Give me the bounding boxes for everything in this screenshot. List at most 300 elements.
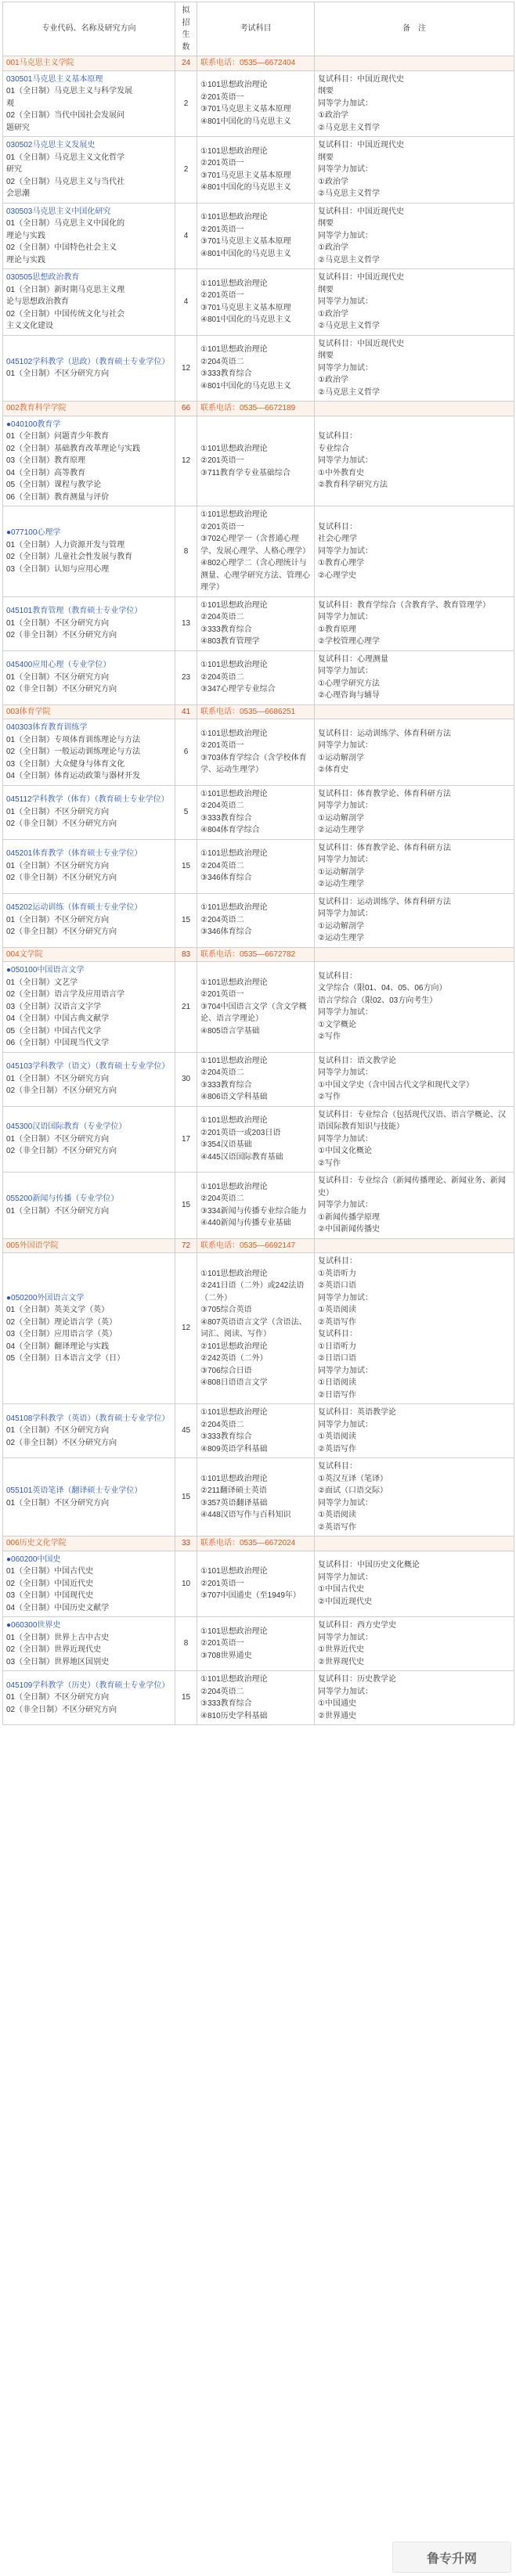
note-line: 复试科目：英语教学论 xyxy=(318,1408,396,1417)
major-cell xyxy=(3,1173,175,1239)
exam-subject: ③706综合日语 xyxy=(200,1366,252,1375)
research-direction: 01（全日制）文艺学 xyxy=(6,978,78,987)
college-name: 006历史文化学院 xyxy=(3,1537,175,1551)
exam-subject: ①101思想政治理论 xyxy=(200,903,268,913)
major-row xyxy=(3,1173,514,1239)
exam-subject: ①101思想政治理论 xyxy=(200,510,268,519)
exam-subject: ④801中国化的马克思主义 xyxy=(200,117,291,126)
exam-subject: ④807英语语言文学（含语法、词汇、阅读、写作） xyxy=(200,1317,307,1338)
research-direction: 02（全日制）当代中国社会发展问 xyxy=(6,111,125,120)
major-cell xyxy=(3,203,175,269)
college-name: 005外国语学院 xyxy=(3,1238,175,1253)
major-row xyxy=(3,269,514,336)
college-row xyxy=(3,947,514,962)
exam-subject: ③707中国通史（至1949年） xyxy=(200,1591,301,1600)
college-row xyxy=(3,402,514,416)
enrollment-count: 15 xyxy=(175,839,197,893)
research-direction: 02（非全日制）不区分研究方向 xyxy=(6,1705,117,1714)
note-line: ②心理咨询与辅导 xyxy=(318,691,380,700)
note-cell xyxy=(315,1052,514,1106)
note-line: 同等学力加试： xyxy=(318,802,373,810)
major-name: 045202运动训练（体育硕士专业学位） xyxy=(6,903,143,913)
exam-cell xyxy=(197,269,315,336)
major-cell xyxy=(3,416,175,506)
exam-subject: ③708世界通史 xyxy=(200,1651,252,1660)
major-name: 045102学科教学（思政）（教育硕士专业学位） xyxy=(6,357,170,366)
major-cell xyxy=(3,719,175,786)
exam-subject: ①101思想政治理论 xyxy=(200,345,268,355)
note-line: ②日语写作 xyxy=(318,1390,356,1400)
research-direction: 02（全日制）一般运动训练理论与方法 xyxy=(6,748,141,756)
note-line: 复试科目： xyxy=(318,1257,357,1266)
exam-subject: ②204英语二 xyxy=(200,1194,244,1204)
note-line: 复试科目： xyxy=(318,1330,357,1338)
watermark-logo xyxy=(392,2542,511,2573)
header-exam: 考试科目 xyxy=(197,2,315,56)
research-direction: 01（全日制）不区分研究方向 xyxy=(6,861,110,870)
note-line: 复试科目：运动训练学、体育科研方法 xyxy=(318,729,451,738)
note-line: 同等学力加试： xyxy=(318,1068,373,1077)
exam-subject: ②204英语二 xyxy=(200,802,244,810)
research-direction: 04（全日制）高等教育 xyxy=(6,468,86,477)
exam-cell xyxy=(197,719,315,786)
major-row xyxy=(3,1617,514,1671)
major-name: 045201体育教学（体育硕士专业学位） xyxy=(6,849,143,859)
research-direction: 02（非全日制）不区分研究方向 xyxy=(6,685,117,694)
note-cell xyxy=(315,1404,514,1458)
college-note-blank xyxy=(315,704,514,719)
exam-subject: ③704中国语言文学（含文学概论、语言学理论） xyxy=(200,1002,307,1023)
note-line: ①政治学 xyxy=(318,309,348,319)
note-line: ①政治学 xyxy=(318,177,348,186)
college-name: 002教育科学学院 xyxy=(3,402,175,416)
research-direction: 观 xyxy=(6,99,14,108)
major-row xyxy=(3,1458,514,1537)
note-line: ②世界现代史 xyxy=(318,1657,364,1666)
research-direction: 论与思想政治教育 xyxy=(6,297,69,306)
note-line: ②中国新闻传播史 xyxy=(318,1225,380,1234)
exam-subject: ③705综合英语 xyxy=(200,1306,252,1314)
research-direction: 01（全日制）英美文学（英） xyxy=(6,1306,110,1314)
exam-subject: ③711教育学专业基础综合 xyxy=(200,468,290,477)
exam-subject: ③333教育综合 xyxy=(200,1432,252,1441)
note-line: ②面试（口语交际） xyxy=(318,1486,388,1495)
exam-cell xyxy=(197,650,315,704)
note-line: ②马克思主义哲学 xyxy=(318,387,380,397)
exam-cell xyxy=(197,1173,315,1239)
note-line: 复试科目：历史教学论 xyxy=(318,1675,396,1684)
exam-cell xyxy=(197,1253,315,1404)
note-line: 同等学力加试： xyxy=(318,231,373,240)
note-line: 复试科目：语文教学论 xyxy=(318,1056,396,1065)
note-line: ①英语听力 xyxy=(318,1269,356,1278)
major-cell xyxy=(3,269,175,336)
major-name: ●077100心理学 xyxy=(6,528,61,538)
exam-subject: ②241日语（二外）或242法语（二外） xyxy=(200,1281,305,1302)
research-direction: 理论与实践 xyxy=(6,231,45,240)
note-line: 同等学力加试： xyxy=(318,1134,373,1144)
note-line: 同等学力加试： xyxy=(318,1420,373,1429)
enrollment-count: 10 xyxy=(175,1551,197,1617)
major-row xyxy=(3,506,514,597)
major-name: 045108学科教学（英语）（教育硕士专业学位） xyxy=(6,1414,170,1423)
exam-cell xyxy=(197,506,315,597)
major-cell xyxy=(3,1052,175,1106)
major-cell xyxy=(3,1671,175,1725)
note-line: ②英语写作 xyxy=(318,1317,356,1327)
note-line: 复试科目：体育教学论、体育科研方法 xyxy=(318,843,451,852)
note-line: 复试科目：中国近现代史 xyxy=(318,74,404,84)
note-line: ②写作 xyxy=(318,1158,341,1168)
note-line: 文学综合（限01、04、05、06方向） xyxy=(318,984,447,993)
research-direction: 02（全日制）中国特色社会主义 xyxy=(6,243,117,252)
research-direction: 01（全日制）中国古代史 xyxy=(6,1567,94,1576)
exam-subject: ①101思想政治理论 xyxy=(200,1567,268,1576)
major-row xyxy=(3,1404,514,1458)
research-direction: 01（全日制）不区分研究方向 xyxy=(6,618,110,628)
note-line: ①中国古代史 xyxy=(318,1585,364,1594)
major-cell xyxy=(3,1458,175,1537)
exam-cell xyxy=(197,1617,315,1671)
exam-subject: ③346体育综合 xyxy=(200,928,252,937)
exam-subject: ②201英语一 xyxy=(200,291,244,301)
research-direction: 02（非全日制）不区分研究方向 xyxy=(6,1147,117,1155)
research-direction: 01（全日制）世界上古中古史 xyxy=(6,1633,110,1642)
note-line: ②心理学史 xyxy=(318,571,356,580)
exam-subject: ②201英语一 xyxy=(200,522,244,531)
major-row xyxy=(3,416,514,506)
note-line: ①英汉互译（笔译） xyxy=(318,1474,388,1483)
research-direction: 02（全日制）世界近现代史 xyxy=(6,1645,102,1654)
exam-subject: ③701马克思主义基本原理 xyxy=(200,303,291,312)
research-direction: 题研究 xyxy=(6,123,30,132)
exam-subject: ④806语文学科基础 xyxy=(200,1093,268,1101)
major-name: ●040100教育学 xyxy=(6,420,61,429)
research-direction: 02（非全日制）不区分研究方向 xyxy=(6,820,117,829)
major-name: 030505思想政治教育 xyxy=(6,273,80,282)
enrollment-count: 45 xyxy=(175,1404,197,1458)
college-note-blank xyxy=(315,402,514,416)
research-direction: 02（非全日制）不区分研究方向 xyxy=(6,631,117,640)
note-line: ①中外教育史 xyxy=(318,468,364,477)
exam-subject: ①101思想政治理论 xyxy=(200,729,268,738)
major-row xyxy=(3,1106,514,1173)
note-line: ①英语阅读 xyxy=(318,1306,356,1314)
major-row xyxy=(3,137,514,204)
note-line: 语言学综合（限02、03方向考生） xyxy=(318,996,438,1005)
research-direction: 01（全日制）不区分研究方向 xyxy=(6,1206,110,1216)
college-count: 66 xyxy=(175,402,197,416)
major-row xyxy=(3,1052,514,1106)
note-cell xyxy=(315,506,514,597)
enrollment-count: 15 xyxy=(175,893,197,947)
college-count: 83 xyxy=(175,947,197,962)
note-cell xyxy=(315,650,514,704)
enrollment-count: 8 xyxy=(175,1617,197,1671)
research-direction: 03（全日制）教育原理 xyxy=(6,456,86,465)
note-line: ①中国文化概论 xyxy=(318,1147,372,1155)
exam-cell xyxy=(197,962,315,1053)
exam-subject: ③333教育综合 xyxy=(200,1699,252,1708)
note-line: ①心理学研究方法 xyxy=(318,679,380,688)
major-row xyxy=(3,1253,514,1404)
exam-subject: ②201英语一 xyxy=(200,1579,244,1588)
research-direction: 01（全日制）马克思主义文化哲学 xyxy=(6,153,125,162)
note-cell xyxy=(315,719,514,786)
note-cell xyxy=(315,1671,514,1725)
college-name: 003体育学院 xyxy=(3,704,175,719)
research-direction: 02（非全日制）不区分研究方向 xyxy=(6,928,117,937)
exam-subject: ②204英语二 xyxy=(200,861,244,870)
note-line: ②中国近现代史 xyxy=(318,1597,372,1606)
note-line: ①政治学 xyxy=(318,243,348,252)
college-phone: 联系电话：0535—6672024 xyxy=(197,1537,315,1551)
research-direction: 06（全日制）中国现当代文学 xyxy=(6,1039,110,1047)
note-line: 同等学力加试： xyxy=(318,456,373,465)
note-line: 同等学力加试： xyxy=(318,363,373,373)
research-direction: 01（全日制）问题青少年教育 xyxy=(6,432,110,441)
note-line: 同等学力加试： xyxy=(318,1201,373,1209)
research-direction: 01（全日制）不区分研究方向 xyxy=(6,1074,110,1083)
header-major: 专业代码、名称及研究方向 xyxy=(3,2,175,56)
major-name: 045112学科教学（体育）（教育硕士专业学位） xyxy=(6,795,169,805)
research-direction: 02（非全日制）不区分研究方向 xyxy=(6,1086,117,1096)
major-name: 045300汉语国际教育（专业学位） xyxy=(6,1122,127,1131)
exam-cell xyxy=(197,1458,315,1537)
note-line: ①英语阅读 xyxy=(318,1432,356,1441)
note-line: 复试科目： xyxy=(318,522,357,531)
research-direction: 04（全日制）体育运动政策与器材开发 xyxy=(6,772,141,780)
research-direction: 04（全日制）中国历史文献学 xyxy=(6,1603,110,1612)
major-cell xyxy=(3,1617,175,1671)
college-note-blank xyxy=(315,947,514,962)
research-direction: 06（全日制）教育测量与评价 xyxy=(6,492,110,502)
research-direction: 02（全日制）理论语言学（英） xyxy=(6,1317,117,1327)
college-note-blank xyxy=(315,56,514,71)
exam-cell xyxy=(197,893,315,947)
enrollment-count: 5 xyxy=(175,785,197,839)
note-line: ②日语口语 xyxy=(318,1354,356,1363)
exam-subject: ④801中国化的马克思主义 xyxy=(200,381,291,391)
exam-subject: ②101思想政治理论 xyxy=(200,1342,268,1351)
enrollment-count: 2 xyxy=(175,137,197,204)
exam-subject: ③347心理学专业综合 xyxy=(200,685,276,694)
note-line: ②运动生理学 xyxy=(318,880,364,888)
major-name: 055200新闻与传播（专业学位） xyxy=(6,1194,119,1204)
enrollment-count: 15 xyxy=(175,1173,197,1239)
major-row xyxy=(3,70,514,137)
exam-subject: ②201英语一 xyxy=(200,456,244,465)
college-note-blank xyxy=(315,1238,514,1253)
note-cell xyxy=(315,1106,514,1173)
exam-subject: ④805语言学基础 xyxy=(200,1026,260,1036)
major-name: 030501马克思主义基本原理 xyxy=(6,74,103,84)
enrollment-count: 23 xyxy=(175,650,197,704)
note-line: 同等学力加试： xyxy=(318,741,373,751)
note-cell xyxy=(315,269,514,336)
research-direction: 03（全日制）中国现代史 xyxy=(6,1591,94,1600)
enrollment-count: 30 xyxy=(175,1052,197,1106)
exam-subject: ①101思想政治理论 xyxy=(200,1675,268,1684)
exam-subject: ②201英语一或203日语 xyxy=(200,1128,281,1137)
research-direction: 01（全日制）马克思主义与科学发展 xyxy=(6,87,133,95)
note-line: ①政治学 xyxy=(318,376,348,384)
exam-cell xyxy=(197,137,315,204)
note-line: ①中国文学史（含中国古代文学和现代文学） xyxy=(318,1080,474,1090)
enrollment-count: 4 xyxy=(175,203,197,269)
note-line: 同等学力加试： xyxy=(318,1687,373,1696)
exam-subject: ②204英语二 xyxy=(200,1068,244,1077)
major-name: 045103学科教学（语文）（教育硕士专业学位） xyxy=(6,1062,170,1072)
note-cell xyxy=(315,335,514,402)
college-row xyxy=(3,56,514,71)
major-row xyxy=(3,335,514,402)
exam-subject: ①101思想政治理论 xyxy=(200,1474,268,1483)
research-direction: 01（全日制）不区分研究方向 xyxy=(6,915,110,924)
note-line: 同等学力加试： xyxy=(318,910,373,918)
exam-subject: ②201英语一 xyxy=(200,741,244,751)
exam-subject: ④809英语学科基础 xyxy=(200,1444,268,1454)
exam-subject: ④810历史学科基础 xyxy=(200,1711,268,1720)
enrollment-count: 2 xyxy=(175,70,197,137)
note-line: ①中国通史 xyxy=(318,1699,356,1708)
exam-subject: ③333教育综合 xyxy=(200,1080,252,1090)
note-line: 同等学力加试： xyxy=(318,297,373,306)
exam-subject: ④803教育管理学 xyxy=(200,637,260,646)
note-cell xyxy=(315,137,514,204)
research-direction: 02（全日制）中国传统文化与社会 xyxy=(6,309,125,319)
exam-subject: ④808日语语言文学 xyxy=(200,1378,268,1387)
note-line: 复试科目：中国近现代史 xyxy=(318,141,404,150)
note-line: ①运动解剖学 xyxy=(318,921,364,931)
exam-cell xyxy=(197,1106,315,1173)
note-line: ②马克思主义哲学 xyxy=(318,255,380,265)
exam-subject: ①101思想政治理论 xyxy=(200,279,268,288)
exam-subject: ④448汉语写作与百科知识 xyxy=(200,1511,291,1519)
research-direction: 01（全日制）人力资源开发与管理 xyxy=(6,540,125,549)
research-direction: 02（全日制）儿童社会性发展与教育 xyxy=(6,553,133,562)
enrollment-count: 8 xyxy=(175,506,197,597)
college-row xyxy=(3,1537,514,1551)
major-row xyxy=(3,203,514,269)
major-row xyxy=(3,839,514,893)
college-row xyxy=(3,1238,514,1253)
college-phone: 联系电话：0535—6672404 xyxy=(197,56,315,71)
exam-subject: ③701马克思主义基本原理 xyxy=(200,105,291,114)
exam-subject: ①101思想政治理论 xyxy=(200,444,268,453)
major-row xyxy=(3,719,514,786)
research-direction: 04（全日制）翻译理论与实践 xyxy=(6,1342,110,1351)
note-line: ①运动解剖学 xyxy=(318,813,364,823)
major-cell xyxy=(3,785,175,839)
research-direction: 02（非全日制）不区分研究方向 xyxy=(6,1438,117,1447)
note-cell xyxy=(315,962,514,1053)
note-line: ①日语阅读 xyxy=(318,1378,356,1387)
exam-subject: ①101思想政治理论 xyxy=(200,789,268,798)
major-cell xyxy=(3,596,175,650)
major-row xyxy=(3,962,514,1053)
major-name: 030503马克思主义中国化研究 xyxy=(6,207,111,216)
note-line: 纲要 xyxy=(318,285,334,294)
exam-subject: ②242英语（二外） xyxy=(200,1354,268,1363)
enrollment-count: 13 xyxy=(175,596,197,650)
note-line: ①教育心理学 xyxy=(318,559,364,567)
research-direction: 05（全日制）中国古代文学 xyxy=(6,1026,102,1036)
major-cell xyxy=(3,1551,175,1617)
research-direction: 03（全日制）世界地区国别史 xyxy=(6,1657,110,1666)
exam-subject: ①101思想政治理论 xyxy=(200,661,268,670)
note-line: 复试科目：体育教学论、体育科研方法 xyxy=(318,789,451,798)
note-line: 复试科目：专业综合（新闻传播理论、新闻业务、新闻史） xyxy=(318,1176,506,1198)
note-line: ①运动解剖学 xyxy=(318,753,364,762)
note-line: 纲要 xyxy=(318,219,334,228)
note-line: 复试科目：中国历史文化概论 xyxy=(318,1561,420,1570)
major-name: 055101英语笔译（翻译硕士专业学位） xyxy=(6,1486,143,1495)
exam-cell xyxy=(197,1404,315,1458)
research-direction: 01（全日制）不区分研究方向 xyxy=(6,1693,110,1702)
note-line: 纲要 xyxy=(318,351,334,360)
note-line: 复试科目：教育学综合（含教育学、教育管理学） xyxy=(318,600,490,610)
research-direction: 会思潮 xyxy=(6,189,30,198)
note-line: 社会心理学 xyxy=(318,535,357,543)
note-line: ①运动解剖学 xyxy=(318,867,364,877)
exam-subject: ①101思想政治理论 xyxy=(200,600,268,610)
college-name: 004文学院 xyxy=(3,947,175,962)
major-row xyxy=(3,596,514,650)
exam-subject: ③357英语翻译基础 xyxy=(200,1498,268,1508)
research-direction: 01（全日制）不区分研究方向 xyxy=(6,807,110,816)
exam-subject: ③701马克思主义基本原理 xyxy=(200,237,291,247)
note-line: ②马克思主义哲学 xyxy=(318,322,380,330)
exam-subject: ③354汉语基础 xyxy=(200,1140,252,1150)
note-line: ②学校管理心理学 xyxy=(318,637,380,646)
exam-subject: ①101思想政治理论 xyxy=(200,1182,268,1191)
research-direction: 01（全日制）不区分研究方向 xyxy=(6,1426,110,1436)
exam-subject: ②204英语二 xyxy=(200,672,244,682)
enrollment-count: 15 xyxy=(175,1671,197,1725)
major-cell xyxy=(3,506,175,597)
research-direction: 02（全日制）基础教育改革理论与实践 xyxy=(6,444,141,453)
note-cell xyxy=(315,416,514,506)
major-row xyxy=(3,1551,514,1617)
note-line: 同等学力加试： xyxy=(318,99,373,108)
research-direction: 02（全日制）中国近代史 xyxy=(6,1579,94,1588)
college-name: 001马克思主义学院 xyxy=(3,56,175,71)
note-line: 复试科目：中国近现代史 xyxy=(318,273,404,282)
exam-subject: ①101思想政治理论 xyxy=(200,81,268,90)
major-name: ●050100中国语言文学 xyxy=(6,966,85,975)
college-count: 33 xyxy=(175,1537,197,1551)
college-phone: 联系电话：0535—6692147 xyxy=(197,1238,315,1253)
major-name: ●050200外国语言文学 xyxy=(6,1293,85,1302)
note-line: 同等学力加试： xyxy=(318,546,373,556)
note-line: ①日语听力 xyxy=(318,1342,356,1351)
research-direction: 01（全日制）不区分研究方向 xyxy=(6,1134,110,1144)
note-cell xyxy=(315,893,514,947)
note-line: 纲要 xyxy=(318,153,334,162)
exam-cell xyxy=(197,70,315,137)
major-row xyxy=(3,1671,514,1725)
research-direction: 03（全日制）汉语言文字学 xyxy=(6,1002,102,1011)
note-line: ①世界近代史 xyxy=(318,1645,364,1654)
note-line: ②马克思主义哲学 xyxy=(318,123,380,132)
exam-subject: ③333教育综合 xyxy=(200,625,252,634)
note-line: ②世界通史 xyxy=(318,1711,356,1720)
exam-subject: ②204英语二 xyxy=(200,915,244,924)
note-line: 复试科目：心理测量 xyxy=(318,654,388,664)
major-name: 045400应用心理（专业学位） xyxy=(6,661,111,670)
exam-subject: ④445汉语国际教育基础 xyxy=(200,1152,283,1162)
